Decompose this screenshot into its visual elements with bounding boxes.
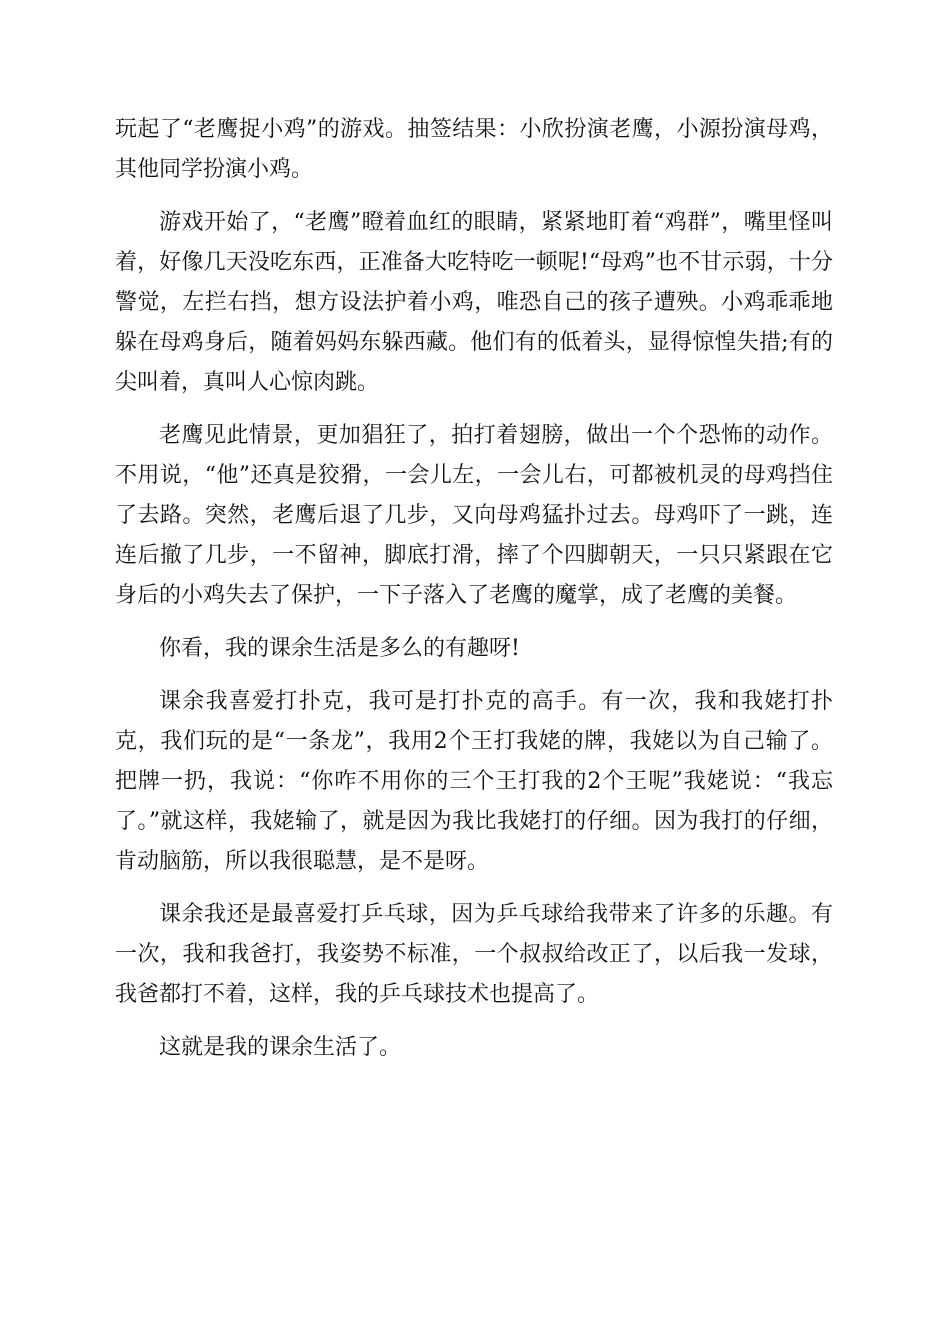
paragraph-game-start: 游戏开始了，“老鹰”瞪着血红的眼睛，紧紧地盯着“鸡群”，嘴里怪叫着，好像几天没吃东西，正准备大吃特吃一顿呢!“母鸡”也不甘示弱，十分警觉，左拦右挡，想方设法护着小鸡，唯恐自己的孩子遭殃。小鸡乖乖地躲在母鸡身后，随着妈妈东躲西藏。他们有的低着头，显得惊惶失措;有的尖叫着，真叫人心惊肉跳。 <box>115 210 833 395</box>
document-body <box>115 110 833 1081</box>
paragraph-poker: 课余我喜爱打扑克，我可是打扑克的高手。有一次，我和我姥打扑克，我们玩的是“一条龙”，我用2个王打我姥的牌，我姥以为自己输了。把牌一扔，我说：“你咋不用你的三个王打我的2个王呢”我姥说：“我忘了。”就这样，我姥输了，就是因为我比我姥打的仔细。因为我打的仔细，肯动脑筋，所以我很聪慧，是不是呀。 <box>115 689 833 874</box>
paragraph-interesting-life: 你看，我的课余生活是多么的有趣呀! <box>159 636 520 661</box>
paragraph-eagle-attack: 老鹰见此情景，更加猖狂了，拍打着翅膀，做出一个个恐怖的动作。不用说，“他”还真是狡猾，一会儿左，一会儿右，可都被机灵的母鸡挡住了去路。突然，老鹰后退了几步，又向母鸡猛扑过去。母鸡吓了一跳，连连后撤了几步，一不留神，脚底打滑，摔了个四脚朝天，一只只紧跟在它身后的小鸡失去了保护，一下子落入了老鹰的魔掌，成了老鹰的美餐。 <box>115 423 833 608</box>
paragraph-conclusion: 这就是我的课余生活了。 <box>159 1035 402 1060</box>
paragraph-continuation: 玩起了“老鹰捉小鸡”的游戏。抽签结果：小欣扮演老鹰，小源扮演母鸡，其他同学扮演小鸡。 <box>115 117 833 182</box>
paragraph-ping-pong: 课余我还是最喜爱打乒乓球，因为乒乓球给我带来了许多的乐趣。有一次，我和我爸打，我姿势不标准，一个叔叔给改正了，以后我一发球，我爸都打不着，这样，我的乒乓球技术也提高了。 <box>115 902 833 1007</box>
